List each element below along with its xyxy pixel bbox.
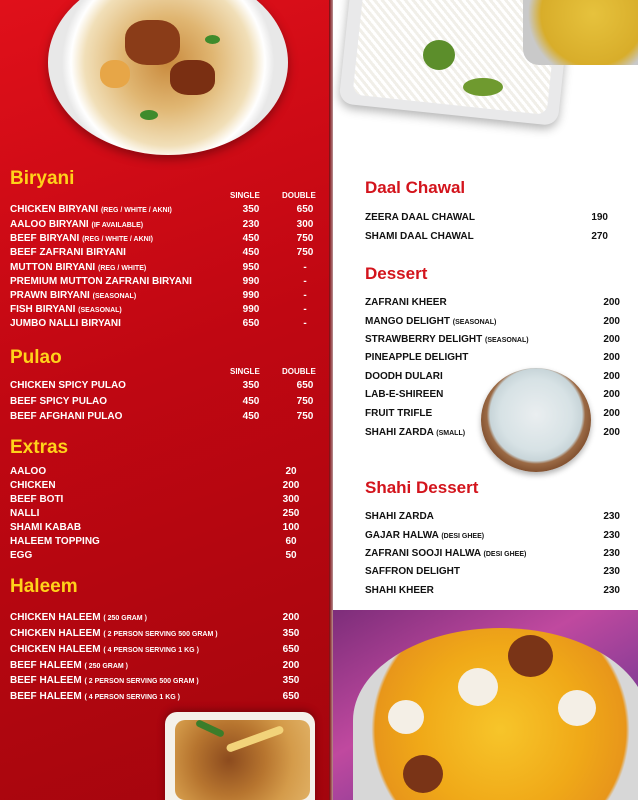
menu-row: SHAHI ZARDA (SMALL) 200 (365, 427, 620, 438)
menu-row: PINEAPPLE DELIGHT 200 (365, 352, 620, 363)
menu-row: AALOO 20 (10, 466, 297, 477)
potato-image (100, 60, 130, 88)
menu-row: BEEF HALEEM ( 2 PERSON SERVING 500 GRAM ) 350 (10, 675, 300, 686)
chicken-piece-image (170, 60, 215, 95)
daal-chawal-title: Daal Chawal (365, 178, 466, 197)
biryani-double-header: DOUBLE (282, 191, 316, 200)
green-chili-image (463, 78, 503, 96)
biryani-title: Biryani (10, 168, 75, 189)
pulao-single-header: SINGLE (230, 367, 260, 376)
menu-row: HALEEM TOPPING 60 (10, 536, 297, 547)
menu-row: MUTTON BIRYANI (REG / WHITE) 950 - (10, 262, 307, 273)
rasgulla-image (558, 690, 596, 726)
menu-row: CHICKEN SPICY PULAO 350 650 (10, 380, 314, 391)
menu-row: ZEERA DAAL CHAWAL 190 (365, 212, 608, 223)
menu-row: CHICKEN HALEEM ( 250 GRAM ) 200 (10, 612, 300, 623)
gulab-jamun-image (508, 635, 553, 677)
rasgulla-image (458, 668, 498, 706)
chicken-piece-image (125, 20, 180, 65)
extras-title: Extras (10, 437, 69, 458)
menu-row: BEEF SPICY PULAO 450 750 (10, 396, 314, 407)
menu-row: BEEF BOTI 300 (10, 494, 300, 505)
menu-row: SHAHI KHEER 230 (365, 585, 620, 596)
menu-row: GAJAR HALWA (DESI GHEE) 230 (365, 530, 620, 541)
pulao-title: Pulao (10, 347, 62, 368)
menu-row: CHICKEN HALEEM ( 2 PERSON SERVING 500 GRAM ) 350 (10, 628, 300, 639)
haleem-food-image (175, 720, 310, 800)
menu-row: ZAFRANI SOOJI HALWA (DESI GHEE) 230 (365, 548, 620, 559)
menu-row: FRUIT TRIFLE 200 (365, 408, 620, 419)
menu-row: MANGO DELIGHT (SEASONAL) 200 (365, 316, 620, 327)
menu-row: BEEF AFGHANI PULAO 450 750 (10, 411, 314, 422)
menu-row: ZAFRANI KHEER 200 (365, 297, 620, 308)
herb-image (205, 35, 220, 44)
menu-row: BEEF BIRYANI (REG / WHITE / AKNI) 450 750 (10, 233, 314, 244)
menu-row: BEEF ZAFRANI BIRYANI 450 750 (10, 247, 314, 258)
biryani-single-header: SINGLE (230, 191, 260, 200)
haleem-title: Haleem (10, 576, 78, 597)
menu-row: SHAMI KABAB 100 (10, 522, 300, 533)
dessert-title: Dessert (365, 264, 428, 283)
menu-row: EGG 50 (10, 550, 297, 561)
menu-row: NALLI 250 (10, 508, 300, 519)
menu-row: LAB-E-SHIREEN 200 (365, 389, 620, 400)
shahi-dessert-title: Shahi Dessert (365, 478, 479, 497)
menu-row: AALOO BIRYANI (IF AVAILABLE) 230 300 (10, 219, 314, 230)
menu-row: SHAMI DAAL CHAWAL 270 (365, 231, 608, 242)
menu-row: BEEF HALEEM ( 250 GRAM ) 200 (10, 660, 300, 671)
menu-row: PRAWN BIRYANI (SEASONAL) 990 - (10, 290, 307, 301)
menu-row: PREMIUM MUTTON ZAFRANI BIRYANI 990 - (10, 276, 307, 287)
menu-row: SAFFRON DELIGHT 230 (365, 566, 620, 577)
daal-bowl-image (523, 0, 638, 65)
menu-row: STRAWBERRY DELIGHT (SEASONAL) 200 (365, 334, 620, 345)
menu-row: CHICKEN BIRYANI (REG / WHITE / AKNI) 350 650 (10, 204, 314, 215)
gulab-jamun-image (403, 755, 443, 793)
menu-row: SHAHI ZARDA 230 (365, 511, 620, 522)
menu-row: BEEF HALEEM ( 4 PERSON SERVING 1 KG ) 650 (10, 691, 300, 702)
menu-row: DOODH DULARI 200 (365, 371, 620, 382)
menu-row: FISH BIRYANI (SEASONAL) 990 - (10, 304, 307, 315)
rasgulla-image (388, 700, 424, 734)
menu-row: CHICKEN HALEEM ( 4 PERSON SERVING 1 KG ) 650 (10, 644, 300, 655)
menu-row: JUMBO NALLI BIRYANI 650 - (10, 318, 307, 329)
green-chili-image (423, 40, 455, 70)
pulao-double-header: DOUBLE (282, 367, 316, 376)
herb-image (140, 110, 158, 120)
menu-row: CHICKEN 200 (10, 480, 300, 491)
